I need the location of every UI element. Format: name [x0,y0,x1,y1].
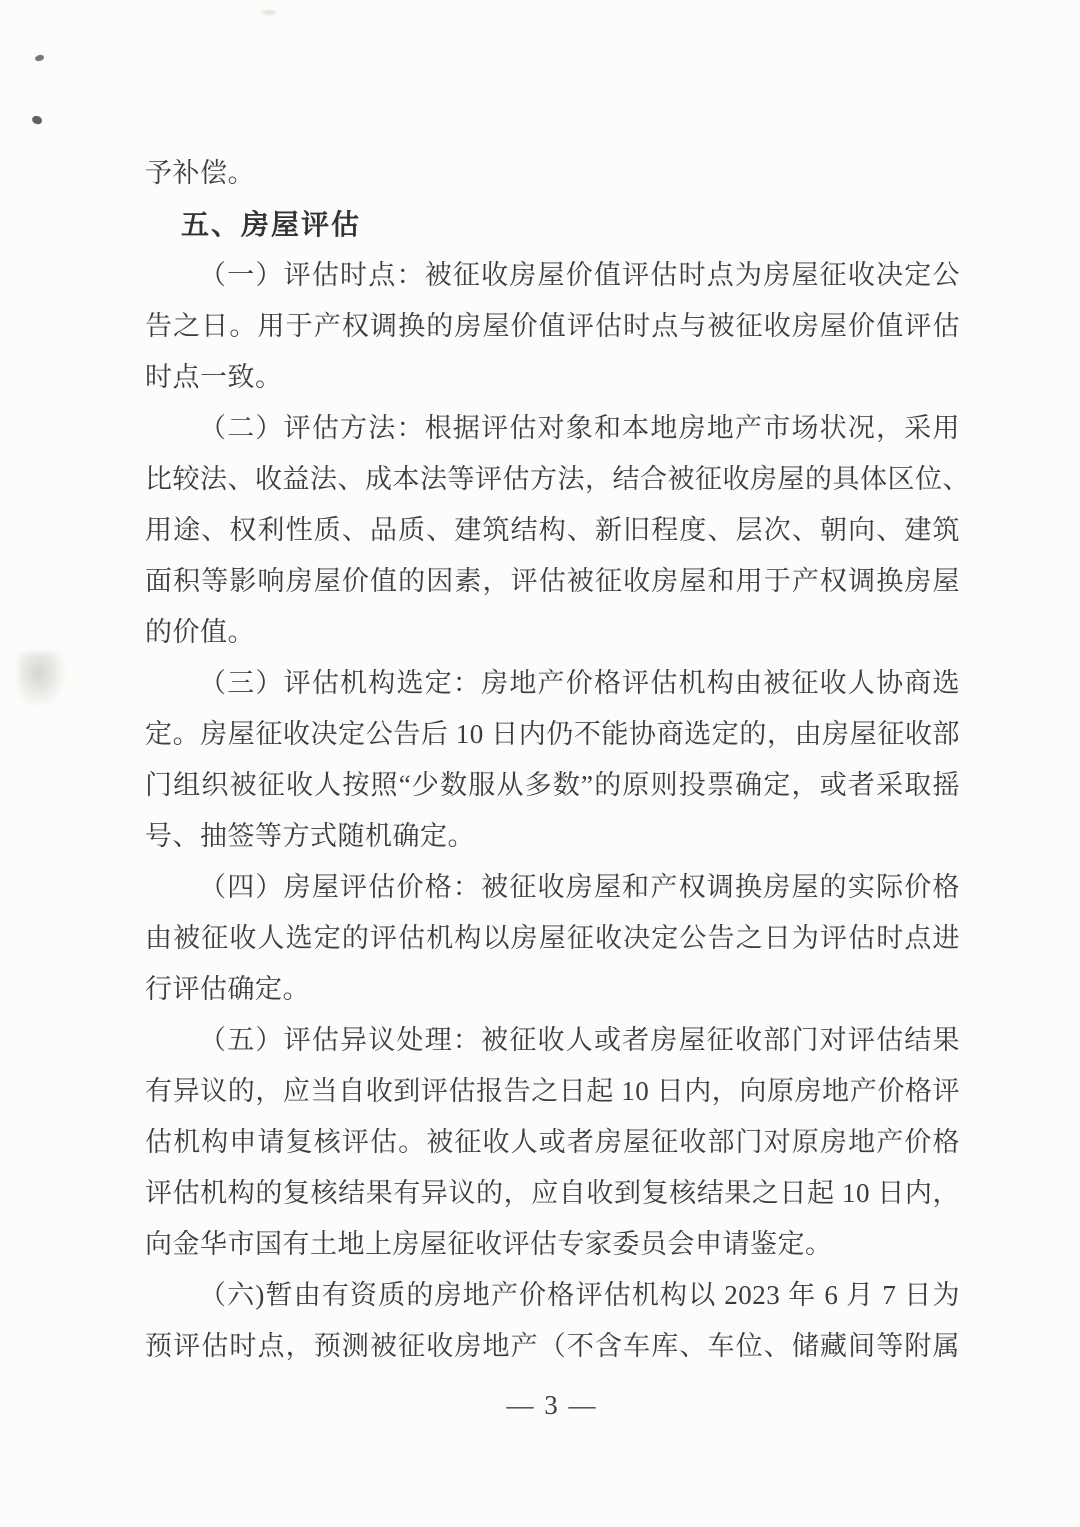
text-line: 用途、权利性质、品质、建筑结构、新旧程度、层次、朝向、建筑 [145,515,960,545]
page-number: — 3 — [506,1390,598,1420]
text-line: （六)暂由有资质的房地产价格评估机构以 2023 年 6 月 7 日为 [199,1280,960,1310]
text-line: （一）评估时点：被征收房屋价值评估时点为房屋征收决定公 [199,260,960,290]
text-line: 告之日。用于产权调换的房屋价值评估时点与被征收房屋价值评估 [145,311,960,341]
text-line: （五）评估异议处理：被征收人或者房屋征收部门对评估结果 [199,1025,960,1055]
text-line: 有异议的，应当自收到评估报告之日起 10 日内，向原房地产价格评 [145,1076,960,1106]
scan-artifact-dot [35,54,45,61]
text-line: 号、抽签等方式随机确定。 [145,821,475,851]
text-line: 面积等影响房屋价值的因素，评估被征收房屋和用于产权调换房屋 [145,566,960,596]
text-line: 定。房屋征收决定公告后 10 日内仍不能协商选定的，由房屋征收部 [145,719,960,749]
text-line: 行评估确定。 [145,974,310,1004]
document-body [145,148,970,1372]
text-line: 比较法、收益法、成本法等评估方法，结合被征收房屋的具体区位、 [145,464,970,494]
text-line: （四）房屋评估价格：被征收房屋和产权调换房屋的实际价格 [199,872,960,902]
text-line: 预评估时点，预测被征收房地产（不含车库、车位、储藏间等附属 [145,1331,960,1361]
text-line: （三）评估机构选定：房地产价格评估机构由被征收人协商选 [199,668,960,698]
text-line: 由被征收人选定的评估机构以房屋征收决定公告之日为评估时点进 [145,923,960,953]
section-heading: 五、房屋评估 [181,209,362,240]
text-line: 的价值。 [145,617,255,647]
text-line: 时点一致。 [145,362,283,392]
text-line: 向金华市国有土地上房屋征收评估专家委员会申请鉴定。 [145,1229,833,1259]
text-line: 评估机构的复核结果有异议的，应自收到复核结果之日起 10 日内， [145,1178,960,1208]
scan-artifact-dot [31,115,42,125]
text-line: 估机构申请复核评估。被征收人或者房屋征收部门对原房地产价格 [145,1127,960,1157]
scan-artifact-speck [262,10,276,15]
text-line: 门组织被征收人按照“少数服从多数”的原则投票确定，或者采取摇 [145,770,960,800]
text-line: （二）评估方法：根据评估对象和本地房地产市场状况，采用 [199,413,960,443]
text-line-carryover: 予补偿。 [145,158,255,188]
scan-artifact-smudge [18,652,64,704]
